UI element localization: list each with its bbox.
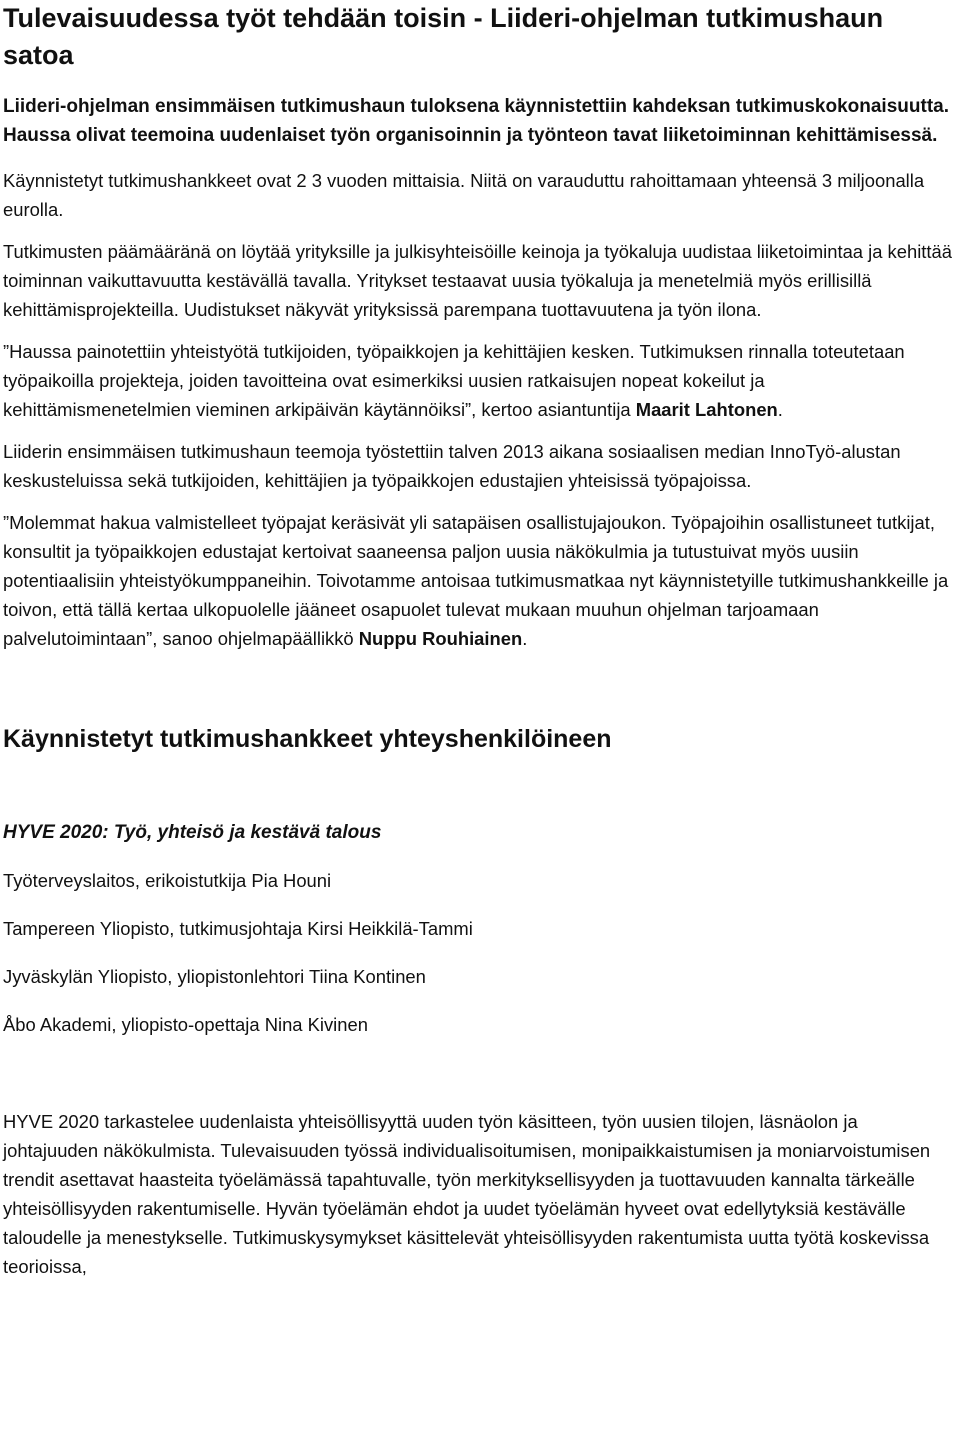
article-lead: Liideri-ohjelman ensimmäisen tutkimushaun tuloksena käynnistettiin kahdeksan tutkimuskokonaisuutta. Haussa olivat teemoina uudenlaiset työn organisoinnin ja työnteon tavat liiketoiminnan kehittämisessä.	[3, 96, 949, 146]
paragraph-quote-lahtonen	[3, 337, 957, 424]
paragraph-goals: Tutkimusten päämääränä on löytää yrityksille ja julkisyhteisöille keinoja ja työkaluja uudistaa liiketoimintaa ja kehittää toiminnan vaikuttavuutta kestävällä tavalla. Yritykset testaavat uusia työkaluja ja menetelmiä myös erillisillä kehittämisprojekteilla. Uudistukset näkyvät yrityksissä parempana tuottavuutena ja työn ilona.	[3, 241, 952, 320]
paragraph-duration: Käynnistetyt tutkimushankkeet ovat 2 3 vuoden mittaisia. Niitä on varauduttu rahoittamaan yhteensä 3 miljoonalla eurolla.	[3, 170, 925, 220]
quote-end: .	[522, 628, 528, 649]
section-heading: Käynnistetyt tutkimushankkeet yhteyshenkilöineen	[3, 725, 612, 753]
project-title: HYVE 2020: Työ, yhteisö ja kestävä talous	[3, 822, 382, 843]
quote-end: .	[777, 399, 783, 420]
person-name: Maarit Lahtonen	[635, 399, 778, 420]
document-page	[3, 0, 957, 1281]
quote-text: ”Molemmat hakua valmistelleet työpajat keräsivät yli satapäisen osallistujajoukon. Työpajoihin osallistuneet tutkijat, konsultit ja työpaikkojen edustajat kertoivat saaneensa paljon uusia näkökulmia ja tutustuivat myös uusiin potentiaalisiin yhteistyökumppaneihin. Toivotamme antoisaa tutkimusmatkaa nyt käynnistetyille tutkimushankkeille ja toivon, että tällä kertaa ulkopuolelle jääneet osapuolet tulevat mukaan muuhun ohjelman tarjoamaan palvelutoimintaan”, sanoo ohjelmapäällikkö	[3, 512, 949, 649]
contact-item: Åbo Akademi, yliopisto-opettaja Nina Kivinen	[3, 1014, 368, 1035]
contact-item: Työterveyslaitos, erikoistutkija Pia Houni	[3, 870, 332, 891]
paragraph-themes: Liiderin ensimmäisen tutkimushaun teemoja työstettiin talven 2013 aikana sosiaalisen median InnoTyö-alustan keskusteluissa sekä tutkijoiden, kehittäjien ja työpaikkojen edustajien yhteisissä työpajoissa.	[3, 441, 901, 491]
quote-text: ”Haussa painotettiin yhteistyötä tutkijoiden, työpaikkojen ja kehittäjien kesken. Tutkimuksen rinnalla toteutetaan työpaikoilla projekteja, joiden tavoitteina ovat esimerkiksi uusien ratkaisujen nopeat kokeilut ja kehittämismenetelmien vieminen arkipäivän käytännöiksi”, kertoo asiantuntija	[3, 341, 905, 420]
paragraph-quote-rouhiainen	[3, 508, 957, 653]
contact-item: Jyväskylän Yliopisto, yliopistonlehtori Tiina Kontinen	[3, 966, 426, 987]
article-title: Tulevaisuudessa työt tehdään toisin - Liideri-ohjelman tutkimushaun satoa	[3, 3, 884, 70]
person-name: Nuppu Rouhiainen	[358, 628, 523, 649]
project-description: HYVE 2020 tarkastelee uudenlaista yhteisöllisyyttä uuden työn käsitteen, työn uusien tilojen, läsnäolon ja johtajuuden näkökulmista. Tulevaisuuden työssä individualisoitumisen, monipaikkaistumisen ja moniarvoistumisen trendit asettavat haasteita työelämässä tapahtuvalle, työn merkityksellisyyden ja tuottavuuden kannalta tärkeälle yhteisöllisyyden rakentumiselle. Hyvän työelämän ehdot ja uudet työelämän hyveet ovat edellytyksiä kestävälle taloudelle ja menestykselle. Tutkimuskysymykset käsittelevät yhteisöllisyyden rakentumista uutta työtä koskevissa teorioissa,	[3, 1111, 931, 1277]
contact-item: Tampereen Yliopisto, tutkimusjohtaja Kirsi Heikkilä-Tammi	[3, 918, 473, 939]
